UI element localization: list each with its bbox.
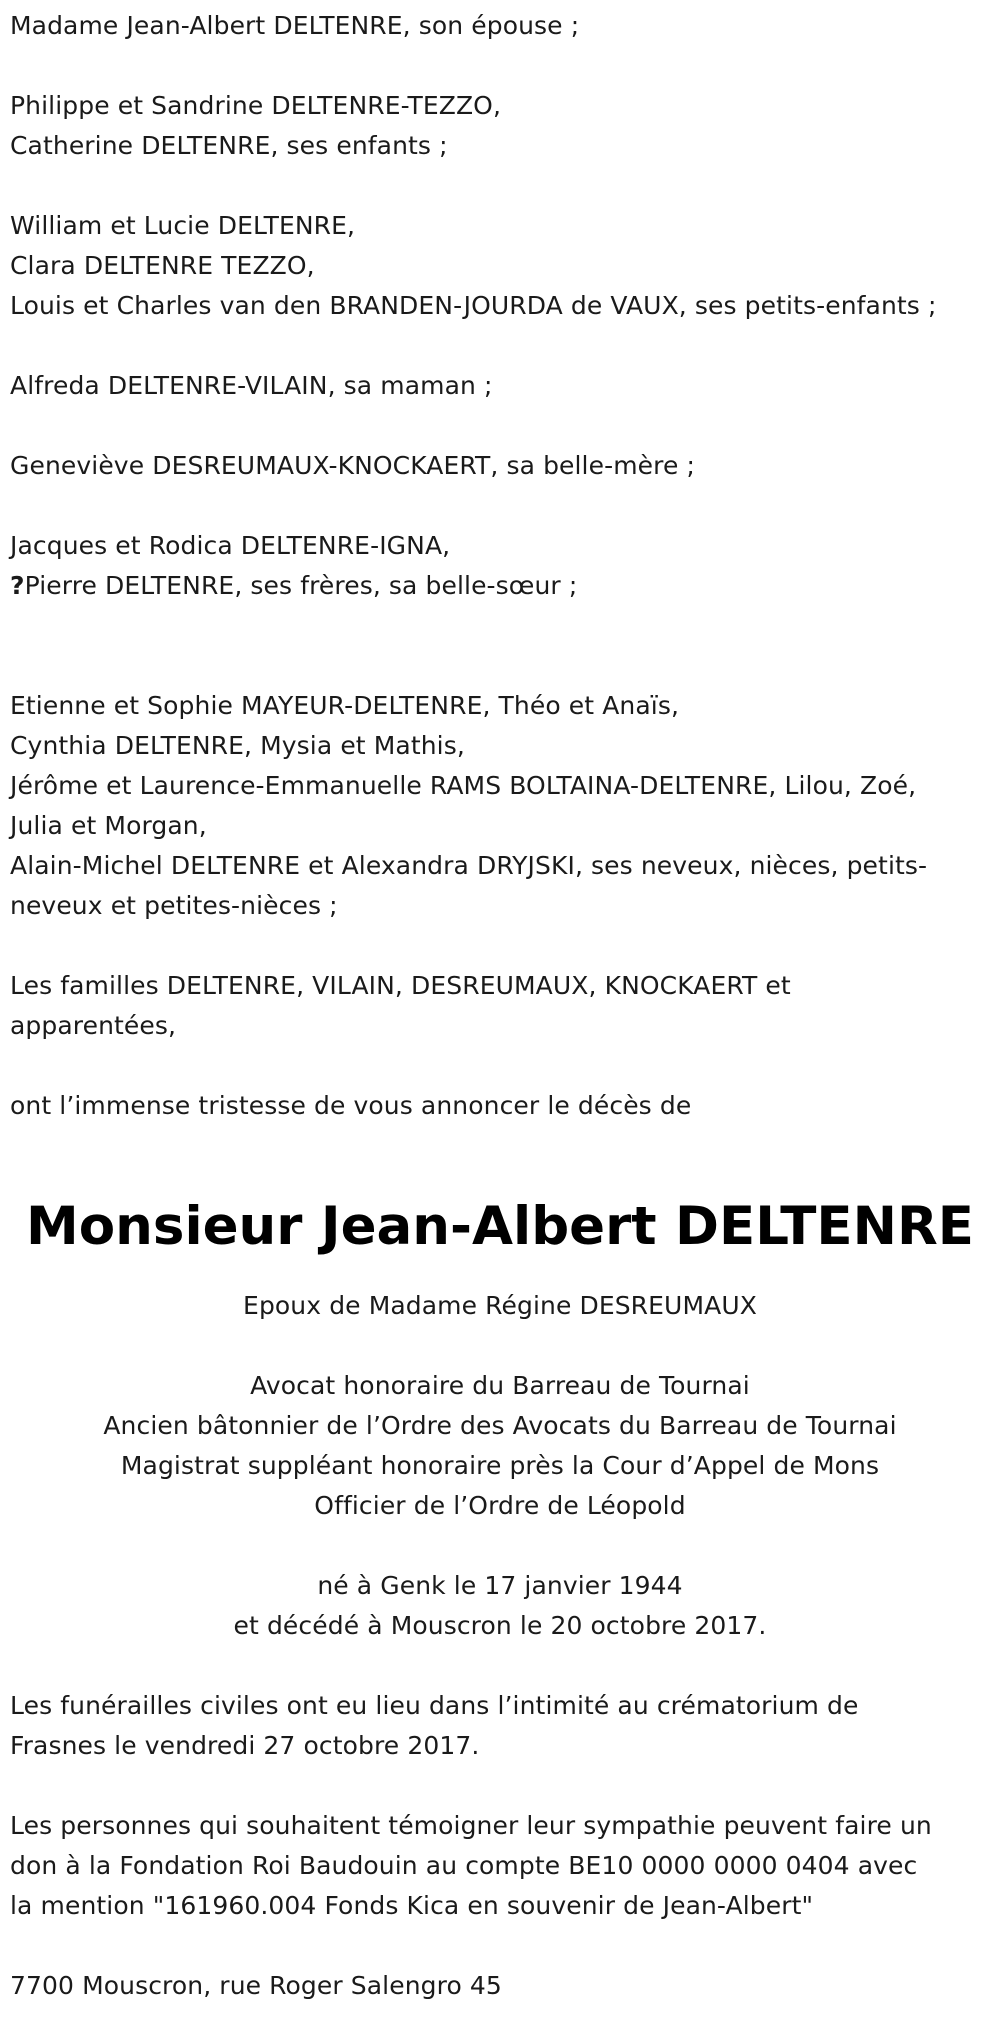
spouse-of-line: Epoux de Madame Régine DESREUMAUX (243, 1291, 757, 1320)
grandchildren-block: William et Lucie DELTENRE, Clara DELTENRE TEZZO, Louis et Charles van den BRANDEN-JOURDA de VAUX, ses petits-enfants ; (10, 211, 937, 320)
nephews-block: Etienne et Sophie MAYEUR-DELTENRE, Théo et Anaïs, Cynthia DELTENRE, Mysia et Mathis, Jérôme et Laurence-Emmanuelle RAMS BOLTAINA-DELTENRE, Lilou, Zoé, Julia et Morgan, Alain-Michel DELTENRE et Alexandra DRYJSKI, ses neveux, nièces, petits- neveux et petites-nièces ; (10, 691, 928, 920)
unknown-glyph: ? (10, 571, 25, 600)
mother-line: Alfreda DELTENRE-VILAIN, sa maman ; (10, 371, 493, 400)
families-block: Les familles DELTENRE, VILAIN, DESREUMAUX, KNOCKAERT et apparentées, (10, 971, 791, 1040)
announcement-line: ont l’immense tristesse de vous annoncer le décès de (10, 1091, 692, 1120)
donation-block: Les personnes qui souhaitent témoigner leur sympathie peuvent faire un don à la Fondation Roi Baudouin au compte BE10 0000 0000 0404 avec la mention "161960.004 Fonds Kica en souvenir de Jean-Albert" (10, 1811, 932, 1920)
siblings-line-2 (10, 566, 995, 606)
mother-in-law-line: Geneviève DESREUMAUX-KNOCKAERT, sa belle-mère ; (10, 451, 696, 480)
children-block: Philippe et Sandrine DELTENRE-TEZZO, Catherine DELTENRE, ses enfants ; (10, 91, 501, 160)
siblings-text: Pierre DELTENRE, ses frères, sa belle-sœur ; (24, 571, 578, 600)
spouse-line: Madame Jean-Albert DELTENRE, son épouse ; (10, 11, 580, 40)
funeral-block: Les funérailles civiles ont eu lieu dans l’intimité au crématorium de Frasnes le vendredi 27 octobre 2017. (10, 1691, 859, 1760)
dates-block: né à Genk le 17 janvier 1944 et décédé à Mouscron le 20 octobre 2017. (233, 1571, 767, 1640)
titles-block: Avocat honoraire du Barreau de Tournai Ancien bâtonnier de l’Ordre des Avocats du Barreau de Tournai Magistrat suppléant honoraire près la Cour d’Appel de Mons Officier de l’Ordre de Léopold (103, 1371, 897, 1520)
address-line: 7700 Mouscron, rue Roger Salengro 45 (10, 1971, 502, 2000)
siblings-line-1: Jacques et Rodica DELTENRE-IGNA, (10, 531, 451, 560)
deceased-name: Monsieur Jean-Albert DELTENRE (26, 1196, 974, 1257)
